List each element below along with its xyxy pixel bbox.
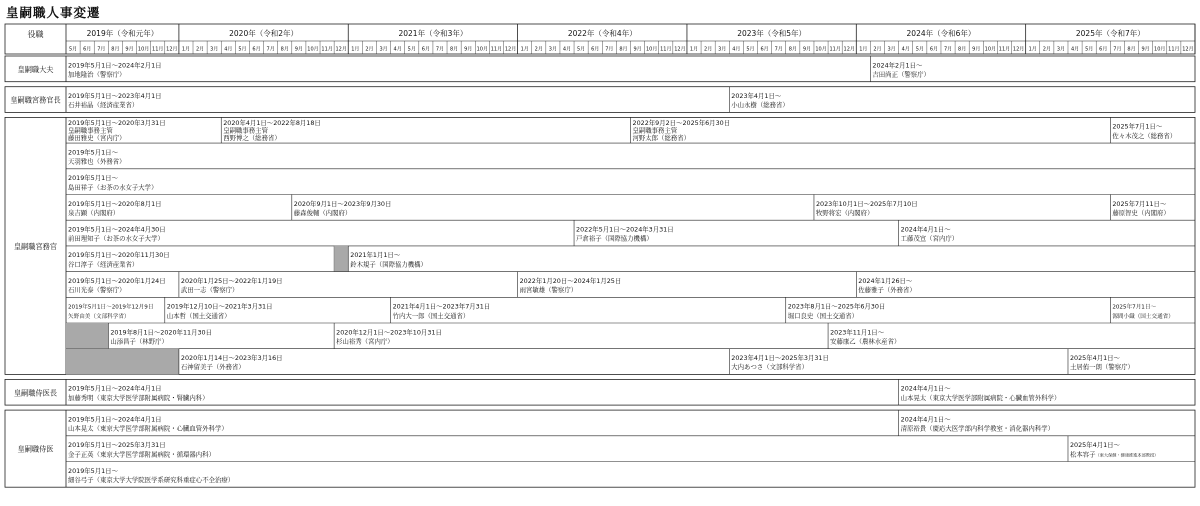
term-dates: 2019年5月1日～2024年2月1日 xyxy=(68,61,162,70)
appointee-name: 藤森俊輔（内閣府） xyxy=(293,208,352,217)
month-label: 6月 xyxy=(1099,46,1108,53)
term-dates: 2020年1月25日～2022年1月19日 xyxy=(180,276,283,285)
appointee-name: 土居侑一朗（警察庁） xyxy=(1069,363,1134,372)
year-header: 2024年（令和6年） xyxy=(906,29,976,38)
appointee-name: 藤田雅史（宮内庁） xyxy=(68,134,126,143)
month-label: 3月 xyxy=(379,46,388,53)
role-label: 皇嗣職大夫 xyxy=(17,64,54,74)
term-dates: 2025年4月1日～ xyxy=(1069,441,1120,450)
term-dates: 2022年5月1日～2024年3月31日 xyxy=(576,225,674,234)
month-label: 5月 xyxy=(746,46,755,53)
term-dates: 2019年5月1日～2020年8月1日 xyxy=(68,199,162,208)
position-note: 皇嗣職事務主管 xyxy=(223,126,268,135)
month-label: 5月 xyxy=(238,46,247,53)
role-group xyxy=(5,87,1195,113)
appointee-name: 金子正英（東京大学医学部附属病院・循環器内科） xyxy=(68,450,215,459)
month-label: 2月 xyxy=(873,46,882,53)
month-label: 11月 xyxy=(152,46,164,53)
appointee-name: 源間小織（国土交通省） xyxy=(1112,313,1174,320)
term-dates: 2024年4月1日～ xyxy=(900,384,951,393)
term-dates: 2023年8月1日～2025年6月30日 xyxy=(787,302,886,311)
month-label: 5月 xyxy=(577,46,586,53)
appointee-name: 泉吉顕（内閣府） xyxy=(68,208,120,217)
appointee-name: 石川光泰（警察庁） xyxy=(68,286,126,295)
month-label: 1月 xyxy=(1028,46,1037,53)
position-note: 皇嗣職事務主管 xyxy=(68,126,113,135)
month-label: 9月 xyxy=(125,46,134,53)
month-label: 2月 xyxy=(534,46,543,53)
term-dates: 2020年1月14日～2023年3月16日 xyxy=(180,353,283,362)
appointee-name: 武田一志（警察庁） xyxy=(180,286,239,295)
month-label: 6月 xyxy=(929,46,939,53)
page-title: 皇嗣職人事変遷 xyxy=(6,5,101,20)
month-label: 2月 xyxy=(365,46,374,53)
role-label: 皇嗣職宮務官長 xyxy=(10,95,61,105)
term-dates: 2025年7月1日～ xyxy=(1112,304,1157,311)
appointee-name: 鈴木規子（国際協力機構） xyxy=(350,260,427,269)
month-label: 1月 xyxy=(351,46,360,53)
term-dates: 2021年1月1日～ xyxy=(350,251,401,260)
term-dates: 2019年5月1日～ xyxy=(68,148,118,157)
month-label: 4月 xyxy=(393,46,402,53)
month-label: 10月 xyxy=(476,46,489,53)
appointee-name: 竹内大一郎（国土交通省） xyxy=(392,311,470,320)
term-dates: 2023年4月1日～2025年3月31日 xyxy=(731,353,829,362)
term-dates: 2024年4月1日～ xyxy=(900,415,951,424)
month-label: 4月 xyxy=(224,46,233,53)
month-label: 12月 xyxy=(674,46,686,53)
appointee-name: 山添昌子（林野庁） xyxy=(110,337,168,346)
month-label: 6月 xyxy=(252,46,261,53)
appointee-name: 杉山裕秀（宮内庁） xyxy=(336,337,394,346)
appointee-name: 山本晃太（東京大学医学部附属病院・心臓血管外科学） xyxy=(68,424,228,433)
month-label: 4月 xyxy=(1070,46,1080,53)
term-dates: 2023年11月1日～ xyxy=(830,328,885,337)
month-label: 6月 xyxy=(421,46,430,53)
term-dates: 2019年8月1日～2020年11月30日 xyxy=(110,328,213,337)
appointee-name: 藤原智史（内閣府） xyxy=(1112,208,1170,217)
month-label: 11月 xyxy=(1168,46,1180,53)
appointee-name: 牧野将宏（内閣府） xyxy=(815,208,874,217)
appointee-name: 石井裕晶（経済産業省） xyxy=(68,101,139,110)
term-dates: 2020年12月1日～2023年10月31日 xyxy=(336,328,442,337)
month-label: 1月 xyxy=(181,46,191,53)
month-label: 7月 xyxy=(774,46,783,53)
month-label: 4月 xyxy=(732,46,741,53)
month-label: 11月 xyxy=(490,46,503,53)
appointee-name: 矢野由美（文部科学省） xyxy=(68,313,130,320)
term-dates: 2019年5月1日～2024年4月1日 xyxy=(68,415,162,424)
term-dates: 2019年5月1日～ xyxy=(68,466,118,475)
role-label: 皇嗣職侍医 xyxy=(17,444,54,454)
month-label: 7月 xyxy=(605,46,614,53)
year-header: 2021年（令和3年） xyxy=(398,29,468,38)
month-label: 8月 xyxy=(280,46,289,53)
month-label: 7月 xyxy=(435,46,445,53)
appointee-name: 谷口淳子（経済産業省） xyxy=(68,260,139,269)
month-label: 9月 xyxy=(633,46,642,53)
month-label: 2月 xyxy=(195,46,205,53)
month-label: 6月 xyxy=(591,46,600,53)
month-label: 5月 xyxy=(407,46,416,53)
month-label: 5月 xyxy=(1085,46,1094,53)
month-label: 7月 xyxy=(943,46,953,53)
role-column-header: 役職 xyxy=(27,30,44,39)
month-label: 9月 xyxy=(972,46,981,53)
month-label: 6月 xyxy=(83,46,92,53)
term-dates: 2025年7月1日～ xyxy=(1112,122,1163,131)
appointee-name: 河野太郎（総務省） xyxy=(632,134,691,143)
month-label: 9月 xyxy=(802,46,811,53)
month-label: 9月 xyxy=(464,46,473,53)
month-label: 4月 xyxy=(901,46,910,53)
month-label: 7月 xyxy=(1113,46,1122,53)
term-dates: 2020年4月1日～2022年8月18日 xyxy=(223,118,321,127)
appointee-name: 清原裕貴（慶応大医学部内科学教室・消化器内科学） xyxy=(900,424,1055,433)
month-label: 10月 xyxy=(1154,46,1166,53)
term-dates: 2025年7月11日～ xyxy=(1112,199,1167,208)
position-note: 皇嗣職事務主管 xyxy=(632,126,678,135)
term-dates: 2025年4月1日～ xyxy=(1069,353,1120,362)
appointee-name: 堀口良史（国土交通省） xyxy=(787,311,859,320)
role-label: 皇嗣職侍医長 xyxy=(13,388,58,398)
vacancy-cell xyxy=(334,246,348,272)
month-label: 5月 xyxy=(68,46,78,53)
appointee-name: 西野博之（総務省） xyxy=(223,134,281,143)
month-label: 8月 xyxy=(450,46,459,53)
term-dates: 2019年5月1日～2020年11月30日 xyxy=(68,251,170,260)
term-dates: 2019年12月10日～2021年3月31日 xyxy=(166,302,273,311)
month-label: 4月 xyxy=(562,46,572,53)
year-header: 2022年（令和4年） xyxy=(567,29,637,38)
term-dates: 2022年9月2日～2025年6月30日 xyxy=(632,118,731,127)
term-dates: 2024年1月26日～ xyxy=(858,276,913,285)
month-label: 10月 xyxy=(307,46,319,53)
appointee-name: 天羽雅也（外務省） xyxy=(68,157,126,166)
month-label: 3月 xyxy=(548,46,557,53)
term-dates: 2019年5月1日～2019年12月9日 xyxy=(68,304,154,311)
appointee-name: 小山永樹（総務省） xyxy=(731,101,789,110)
role-label: 皇嗣職宮務官 xyxy=(13,241,58,251)
term-dates: 2019年5月1日～2024年4月30日 xyxy=(68,225,166,234)
month-label: 10月 xyxy=(137,46,150,53)
month-label: 6月 xyxy=(760,46,769,53)
month-label: 3月 xyxy=(887,46,896,53)
month-label: 10月 xyxy=(645,46,658,53)
term-dates: 2019年5月1日～2020年1月24日 xyxy=(68,276,166,285)
term-dates: 2020年9月1日～2023年9月30日 xyxy=(293,199,392,208)
term-dates: 2019年5月1日～2020年3月31日 xyxy=(68,118,166,127)
month-label: 2月 xyxy=(704,46,713,53)
month-label: 12月 xyxy=(504,46,517,53)
month-label: 10月 xyxy=(984,46,997,53)
appointee-name: 佐々木茂之（総務省） xyxy=(1112,131,1177,140)
appointee-name: 石神留美子（外務省） xyxy=(180,363,245,372)
appointee-name: 松本容子（東大保健・健康推進本部教授） xyxy=(1069,450,1159,459)
appointee-name: 細谷弓子（東京大学大学院医学系研究科重症心不全治療） xyxy=(68,475,235,484)
appointee-name: 前田理知子（お茶の水女子大学） xyxy=(68,234,164,243)
month-label: 3月 xyxy=(1056,46,1066,53)
appointee-name: 雨宮敏雄（警察庁） xyxy=(519,286,578,295)
month-label: 9月 xyxy=(294,46,303,53)
year-header: 2019年（令和元年） xyxy=(86,29,159,38)
term-dates: 2019年5月1日～2025年3月31日 xyxy=(68,441,166,450)
term-dates: 2024年4月1日～ xyxy=(900,225,951,234)
appointee-name: 大内あつさ（文部科学省） xyxy=(731,363,808,372)
month-label: 11月 xyxy=(998,46,1011,53)
month-label: 10月 xyxy=(815,46,827,53)
month-label: 12月 xyxy=(166,46,178,53)
appointee-name: 安藤康乙（農林水産省） xyxy=(830,337,901,346)
appointee-affiliation-note: （東大保健・健康推進本部教授） xyxy=(1095,452,1159,458)
month-label: 12月 xyxy=(1182,46,1194,53)
month-label: 12月 xyxy=(335,46,347,53)
term-dates: 2019年5月1日～2023年4月1日 xyxy=(68,91,162,100)
month-label: 8月 xyxy=(619,46,628,53)
month-label: 1月 xyxy=(859,46,868,53)
month-label: 5月 xyxy=(915,46,924,53)
month-label: 11月 xyxy=(660,46,672,53)
year-header: 2023年（令和5年） xyxy=(737,29,807,38)
appointee-name: 加藤秀明（東京大学医学部附属病院・腎臓内科） xyxy=(68,393,209,402)
month-label: 8月 xyxy=(788,46,797,53)
month-label: 3月 xyxy=(210,46,219,53)
vacancy-cell xyxy=(66,323,108,349)
month-label: 1月 xyxy=(520,46,529,53)
year-header: 2020年（令和2年） xyxy=(229,29,299,38)
term-dates: 2021年4月1日～2023年7月31日 xyxy=(392,302,491,311)
appointee-name: 戸倉裕子（国際協力機構） xyxy=(576,234,653,243)
appointee-name: 山本哲（国土交通省） xyxy=(166,311,231,320)
appointee-name: 工藤茂宣（宮内庁） xyxy=(900,234,959,243)
month-label: 8月 xyxy=(1127,46,1136,53)
month-label: 12月 xyxy=(1012,46,1025,53)
month-label: 7月 xyxy=(266,46,275,53)
month-label: 12月 xyxy=(843,46,855,53)
term-dates: 2023年4月1日～ xyxy=(731,91,782,100)
term-dates: 2022年1月20日～2024年1月25日 xyxy=(519,276,622,285)
term-dates: 2024年2月1日～ xyxy=(872,61,923,70)
appointee-name: 佐藤雅子（外務省） xyxy=(858,286,916,295)
year-header: 2025年（令和7年） xyxy=(1075,29,1145,38)
appointee-name: 加地隆治（警察庁） xyxy=(68,70,126,79)
vacancy-cell xyxy=(66,349,179,375)
month-label: 8月 xyxy=(111,46,120,53)
month-label: 11月 xyxy=(829,46,841,53)
month-label: 11月 xyxy=(321,46,333,53)
appointee-name: 島田祥子（お茶の水女子大学） xyxy=(68,183,158,192)
month-label: 3月 xyxy=(718,46,727,53)
role-group xyxy=(5,56,1195,82)
month-label: 2月 xyxy=(1042,46,1051,53)
appointee-name: 吉田尚正（警察庁） xyxy=(872,70,930,79)
month-label: 9月 xyxy=(1141,46,1150,53)
term-dates: 2019年5月1日～2024年4月1日 xyxy=(68,384,162,393)
month-label: 7月 xyxy=(97,46,106,53)
appointee-name: 山本晃太（東京大学医学部附属病院・心臓血管外科学） xyxy=(900,393,1061,402)
term-dates: 2019年5月1日～ xyxy=(68,174,118,183)
month-label: 1月 xyxy=(689,46,699,53)
term-dates: 2023年10月1日～2025年7月10日 xyxy=(815,199,918,208)
month-label: 8月 xyxy=(958,46,967,53)
